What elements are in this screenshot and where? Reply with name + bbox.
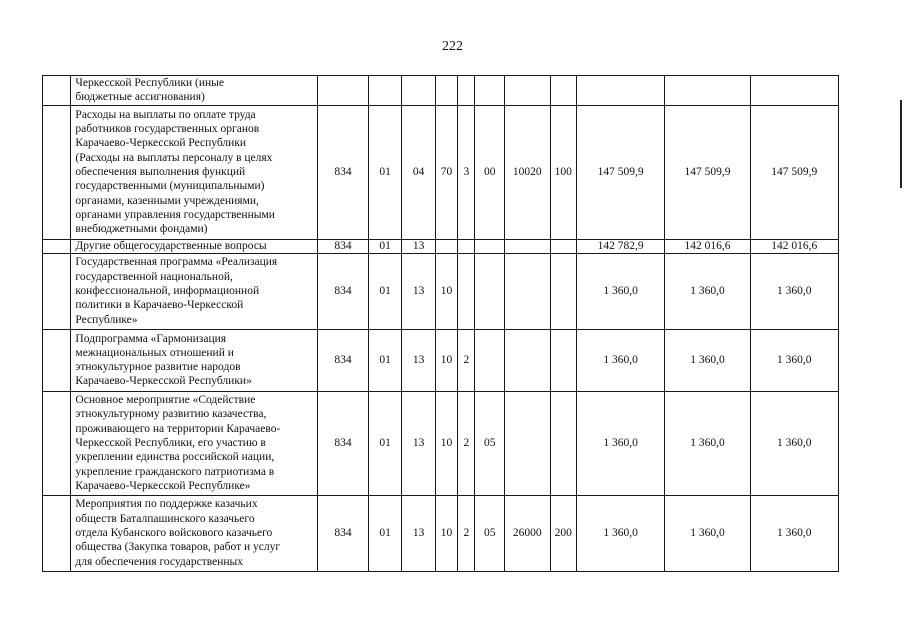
amount-year2-cell: 147 509,9 <box>665 105 750 239</box>
edge-mark <box>900 100 902 188</box>
activity-code-cell <box>475 253 504 329</box>
activity-code-cell <box>475 239 504 253</box>
amount-year2-cell: 142 016,6 <box>665 239 750 253</box>
row-number-cell <box>43 105 71 239</box>
activity-code-cell <box>475 76 504 106</box>
activity-code-cell: 05 <box>475 495 504 571</box>
section-code-cell <box>368 76 402 106</box>
item-name-cell: Основное мероприятие «Содействие этнокультурному развитию казачества, проживающего на территории Карачаево- Черкесской Республики, его участию в укреплении единства российской нации, укрепление гражданского патриотизма в Карачаево-Черкесской Республике» <box>71 391 318 495</box>
amount-year2-cell: 1 360,0 <box>665 391 750 495</box>
table-row <box>43 253 839 329</box>
subsection-code-cell: 13 <box>402 253 436 329</box>
expense-type-cell <box>550 391 576 495</box>
program-code-cell: 10 <box>435 329 457 391</box>
program-code-cell: 10 <box>435 253 457 329</box>
amount-year3-cell: 1 360,0 <box>750 495 838 571</box>
row-number-cell <box>43 239 71 253</box>
direction-code-cell <box>504 239 550 253</box>
section-code-cell: 01 <box>368 253 402 329</box>
subprogram-code-cell: 3 <box>458 105 475 239</box>
program-code-cell: 70 <box>435 105 457 239</box>
section-code-cell: 01 <box>368 329 402 391</box>
grbs-code-cell: 834 <box>318 253 369 329</box>
activity-code-cell: 00 <box>475 105 504 239</box>
grbs-code-cell: 834 <box>318 105 369 239</box>
amount-year1-cell: 1 360,0 <box>576 391 664 495</box>
subprogram-code-cell <box>458 76 475 106</box>
item-name-cell: Мероприятия по поддержке казачьих обществ Баталпашинского казачьего отдела Кубанского войскового казачьего общества (Закупка товаров, работ и услуг для обеспечения государственных <box>71 495 318 571</box>
amount-year3-cell <box>750 76 838 106</box>
program-code-cell <box>435 239 457 253</box>
grbs-code-cell: 834 <box>318 239 369 253</box>
direction-code-cell <box>504 253 550 329</box>
amount-year1-cell: 1 360,0 <box>576 495 664 571</box>
amount-year1-cell: 1 360,0 <box>576 329 664 391</box>
direction-code-cell <box>504 391 550 495</box>
program-code-cell: 10 <box>435 391 457 495</box>
direction-code-cell: 10020 <box>504 105 550 239</box>
subprogram-code-cell <box>458 253 475 329</box>
table-row <box>43 239 839 253</box>
grbs-code-cell: 834 <box>318 329 369 391</box>
grbs-code-cell <box>318 76 369 106</box>
row-number-cell <box>43 391 71 495</box>
section-code-cell: 01 <box>368 105 402 239</box>
grbs-code-cell: 834 <box>318 391 369 495</box>
item-name-cell: Другие общегосударственные вопросы <box>71 239 318 253</box>
subsection-code-cell: 04 <box>402 105 436 239</box>
page-number: 222 <box>442 39 463 54</box>
program-code-cell: 10 <box>435 495 457 571</box>
amount-year1-cell: 147 509,9 <box>576 105 664 239</box>
amount-year2-cell: 1 360,0 <box>665 495 750 571</box>
amount-year3-cell: 1 360,0 <box>750 253 838 329</box>
amount-year3-cell: 142 016,6 <box>750 239 838 253</box>
amount-year2-cell: 1 360,0 <box>665 329 750 391</box>
item-name-cell: Государственная программа «Реализация государственной национальной, конфессиональной, информационной политики в Карачаево-Черкесской Республике» <box>71 253 318 329</box>
expense-type-cell <box>550 76 576 106</box>
activity-code-cell <box>475 329 504 391</box>
section-code-cell: 01 <box>368 495 402 571</box>
subsection-code-cell <box>402 76 436 106</box>
subsection-code-cell: 13 <box>402 391 436 495</box>
row-number-cell <box>43 329 71 391</box>
row-number-cell <box>43 76 71 106</box>
table-row <box>43 391 839 495</box>
section-code-cell: 01 <box>368 391 402 495</box>
expense-type-cell: 100 <box>550 105 576 239</box>
item-name-cell: Подпрограмма «Гармонизация межнациональных отношений и этнокультурное развитие народов Карачаево-Черкесской Республики» <box>71 329 318 391</box>
table-row <box>43 105 839 239</box>
amount-year2-cell: 1 360,0 <box>665 253 750 329</box>
expense-type-cell <box>550 239 576 253</box>
expense-type-cell <box>550 253 576 329</box>
subsection-code-cell: 13 <box>402 329 436 391</box>
amount-year1-cell: 1 360,0 <box>576 253 664 329</box>
table-row <box>43 495 839 571</box>
table-row <box>43 329 839 391</box>
subprogram-code-cell: 2 <box>458 329 475 391</box>
subsection-code-cell: 13 <box>402 495 436 571</box>
subprogram-code-cell <box>458 239 475 253</box>
amount-year3-cell: 1 360,0 <box>750 391 838 495</box>
subprogram-code-cell: 2 <box>458 495 475 571</box>
subsection-code-cell: 13 <box>402 239 436 253</box>
direction-code-cell: 26000 <box>504 495 550 571</box>
activity-code-cell: 05 <box>475 391 504 495</box>
program-code-cell <box>435 76 457 106</box>
expense-type-cell <box>550 329 576 391</box>
subprogram-code-cell: 2 <box>458 391 475 495</box>
amount-year1-cell: 142 782,9 <box>576 239 664 253</box>
grbs-code-cell: 834 <box>318 495 369 571</box>
item-name-cell: Черкесской Республики (иные бюджетные ассигнования) <box>71 76 318 106</box>
budget-table <box>42 75 839 572</box>
amount-year3-cell: 1 360,0 <box>750 329 838 391</box>
row-number-cell <box>43 495 71 571</box>
table-row <box>43 76 839 106</box>
budget-table-body <box>43 76 839 572</box>
item-name-cell: Расходы на выплаты по оплате труда работников государственных органов Карачаево-Черкесской Республики (Расходы на выплаты персоналу в целях обеспечения выполнения функций государственными (муниципальными) органами, казенными учреждениями, органами управления государственными внебюджетными фондами) <box>71 105 318 239</box>
row-number-cell <box>43 253 71 329</box>
amount-year1-cell <box>576 76 664 106</box>
section-code-cell: 01 <box>368 239 402 253</box>
expense-type-cell: 200 <box>550 495 576 571</box>
direction-code-cell <box>504 76 550 106</box>
amount-year3-cell: 147 509,9 <box>750 105 838 239</box>
amount-year2-cell <box>665 76 750 106</box>
direction-code-cell <box>504 329 550 391</box>
